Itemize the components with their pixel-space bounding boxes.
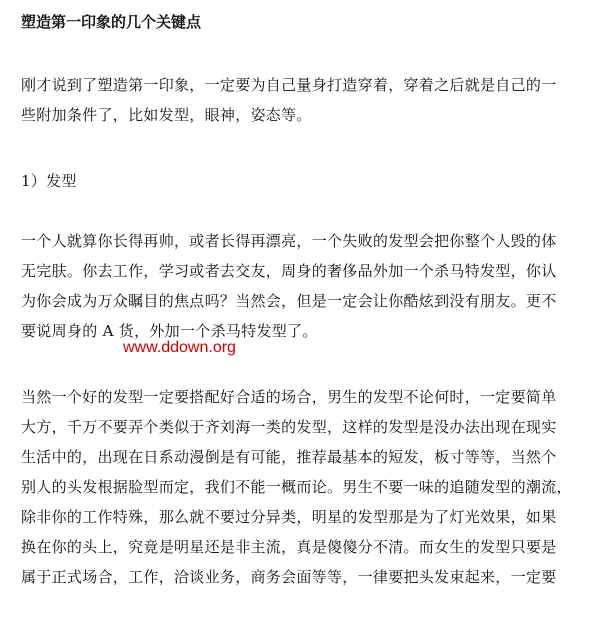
hairstyle-paragraph-1 [21,226,581,346]
watermark-url: www.ddown.org [123,339,236,356]
text-line: 属于正式场合，工作，洽谈业务，商务会面等等，一律要把头发束起来，一定要 [21,568,557,586]
hairstyle-paragraph-2 [21,382,581,592]
intro-paragraph [21,70,581,130]
text-line: 生活中的，出现在日系动漫倒是有可能，推荐最基本的短发，板寸等等，当然个 [21,448,557,466]
text-line: 无完肤。你去工作，学习或者去交友，周身的奢侈品外加一个杀马特发型，你认 [21,262,557,280]
section-heading: 1）发型 [21,172,77,190]
text-line: 换在你的头上，究竟是明星还是非主流，真是傻傻分不清。而女生的发型只要是 [21,538,557,556]
text-line: 除非你的工作特殊，那么就不要过分异类，明星的发型那是为了灯光效果，如果 [21,508,557,526]
text-line: 要说周身的 A 货，外加一个杀马特发型了。 [21,322,318,340]
text-line: 一个人就算你长得再帅，或者长得再漂亮，一个失败的发型会把你整个人毁的体 [21,232,557,250]
text-line: 当然一个好的发型一定要搭配好合适的场合，男生的发型不论何时，一定要简单 [21,388,557,406]
text-line: 些附加条件了，比如发型，眼神，姿态等。 [21,106,312,124]
document-title: 塑造第一印象的几个关键点 [21,13,202,31]
text-line: 刚才说到了塑造第一印象，一定要为自己量身打造穿着，穿着之后就是自己的一 [21,76,557,94]
text-line: 别人的头发根据脸型而定，我们不能一概而论。男生不要一味的追随发型的潮流， [21,478,572,496]
text-line: 为你会成为万众瞩目的焦点吗？当然会，但是一定会让你酷炫到没有朋友。更不 [21,292,557,310]
text-line: 大方，千万不要弄个类似于齐刘海一类的发型，这样的发型是没办法出现在现实 [21,418,557,436]
